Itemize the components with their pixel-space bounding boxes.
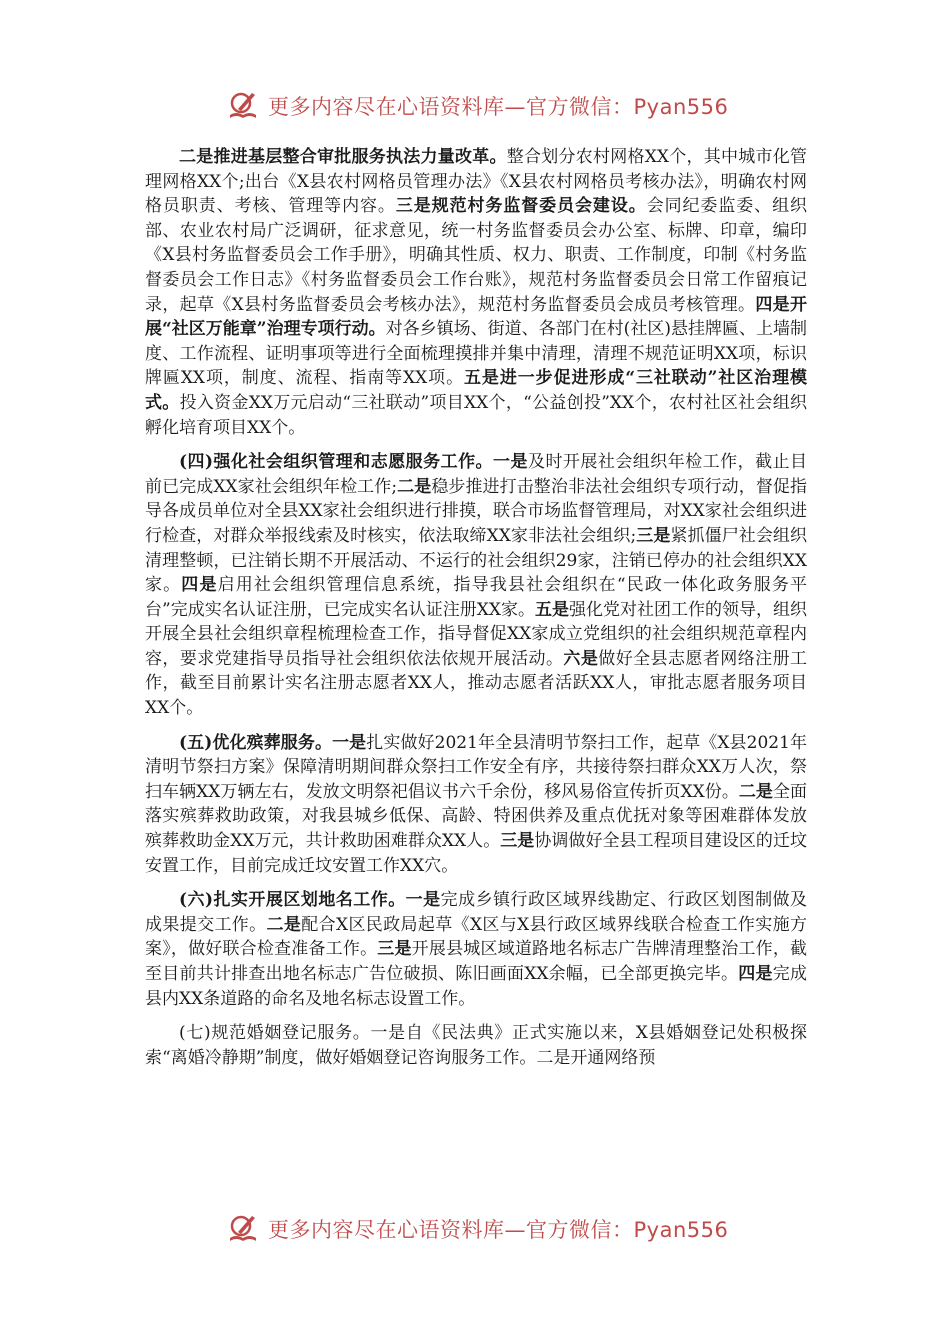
body-text: 会同纪委监委、组织部、农业农村局广泛调研，征求意见，统一村务监督委员会办公室、标牌、印章，编印《X县村务监督委员会工作手册》，明确其性质、权力、职责、工作制度，印制《村务监督委员会工作日志》《村务监督委员会工作台账》，规范村务监督委员会日常工作留痕记录，起草《X县村务监督委员会考核办法》，规范村务监督委员会成员考核管理。 xyxy=(145,196,808,315)
bold-heading-text: 三是 xyxy=(500,831,535,852)
body-text: 整合划分农村网格XX个，其中城市化管理网格XX个;出台《X县农村网格员管理办法》《X县农村网格员考核办法》，明确农村网格员职责、考核、管理等内容。 xyxy=(145,147,808,217)
paragraph xyxy=(145,1021,807,1070)
body-text: 协调做好全县工程项目建设区的迁坟安置工作，目前完成迁坟安置工作XX穴。 xyxy=(145,831,807,876)
book-pen-logo-icon xyxy=(226,1212,260,1246)
bold-heading-text: 三是规范村务监督委员会建设。 xyxy=(395,196,647,217)
bold-heading-text: 四是开展“社区万能章”治理专项行动。 xyxy=(145,294,807,340)
bold-heading-text: 四是 xyxy=(738,964,773,984)
body-text: 启用社会组织管理信息系统，指导我县社会组织在“民政一体化政务服务平台”完成实名认证注册，已完成实名认证注册XX家。 xyxy=(145,575,807,620)
bold-heading-text: 二是 xyxy=(738,781,773,802)
body-text: 完成乡镇行政区域界线勘定、行政区划图制做及成果提交工作。 xyxy=(145,890,808,935)
bold-heading-text: 五是进一步促进形成“三社联动”社区治理模式。 xyxy=(145,368,807,413)
body-text: 紧抓僵尸社会组织清理整顿，已注销长期不开展活动、不运行的社会组织29家，注销已停办的社会组织XX家。 xyxy=(145,525,808,596)
body-text: (七)规范婚姻登记服务。一是自《民法典》正式实施以来，X县婚姻登记处积极探索“离婚冷静期”制度，做好婚姻登记咨询服务工作。二是开通网络预 xyxy=(145,1023,807,1068)
document-body xyxy=(145,145,807,1080)
paragraph xyxy=(145,450,807,721)
body-text: 及时开展社会组织年检工作，截止目前已完成XX家社会组织年检工作; xyxy=(145,452,808,497)
bold-heading-text: 一是 xyxy=(405,890,441,911)
bold-heading-text: (六)扎实开展区划地名工作。 xyxy=(179,890,406,911)
bold-heading-text: 一是 xyxy=(493,452,528,473)
paragraph xyxy=(145,731,807,879)
bold-heading-text: 二是 xyxy=(397,476,432,497)
footer-banner xyxy=(226,1209,728,1249)
body-text: 做好全县志愿者网络注册工作，截至目前累计实名注册志愿者XX人，推动志愿者活跃XX人，审批志愿者服务项目XX个。 xyxy=(145,648,808,719)
paragraph xyxy=(145,888,807,1011)
body-text: 对各乡镇场、街道、各部门在村(社区)悬挂牌匾、上墙制度、工作流程、证明事项等进行全面梳理摸排并集中清理，清理不规范证明XX项，标识牌匾XX项，制度、流程、指南等XX项。 xyxy=(145,319,807,389)
bold-heading-text: (四)强化社会组织管理和志愿服务工作。 xyxy=(179,452,494,473)
bold-heading-text: 六是 xyxy=(563,648,599,669)
bold-heading-text: (五)优化殡葬服务。 xyxy=(179,732,333,753)
header-banner xyxy=(226,86,728,126)
bold-heading-text: 五是 xyxy=(534,599,569,620)
body-text: 稳步推进打击整治非法社会组织专项行动，督促指导各成员单位对全县XX家社会组织进行排摸，联合市场监督管理局，对XX家社会组织进行检查，对群众举报线索及时核实，依法取缔XX家非法社会组织; xyxy=(145,476,808,546)
banner-text: 更多内容尽在心语资料库—官方微信：Pyan556 xyxy=(268,95,729,119)
body-text: 投入资金XX万元启动“三社联动”项目XX个，“公益创投”XX个，农村社区社会组织孵化培育项目XX个。 xyxy=(145,392,807,438)
body-text: 完成县内XX条道路的命名及地名标志设置工作。 xyxy=(145,964,808,1009)
bold-heading-text: 二是推进基层整合审批服务执法力量改革。 xyxy=(179,147,507,167)
body-text: 强化党对社团工作的领导，组织开展全县社会组织章程梳理检查工作，指导督促XX家成立党组织的社会组织规范章程内容，要求党建指导员指导社会组织依法依规开展活动。 xyxy=(145,599,808,669)
bold-heading-text: 三是 xyxy=(377,939,412,960)
paragraph xyxy=(145,145,807,440)
bold-heading-text: 三是 xyxy=(636,525,671,546)
body-text: 开展县城区域道路地名标志广告牌清理整治工作，截至目前共计排查出地名标志广告位破损、陈旧画面XX余幅，已全部更换完毕。 xyxy=(145,939,808,984)
bold-heading-text: 四是 xyxy=(181,575,218,596)
body-text: 扎实做好2021年全县清明节祭扫工作，起草《X县2021年清明节祭扫方案》保障清明期间群众祭扫工作安全有序，共接待祭扫群众XX万人次，祭扫车辆XX万辆左右，发放文明祭祀倡议书六千余份，移风易俗宣传折页XX份。 xyxy=(145,732,808,802)
body-text: 配合X区民政局起草《X区与X县行政区域界线联合检查工作实施方案》，做好联合检查准备工作。 xyxy=(145,914,808,960)
book-pen-logo-icon xyxy=(226,89,260,123)
bold-heading-text: 一是 xyxy=(332,732,367,753)
body-text: 全面落实殡葬救助政策，对我县城乡低保、高龄、特困供养及重点优抚对象等困难群体发放殡葬救助金XX万元，共计救助困难群众XX人。 xyxy=(145,781,807,852)
banner-text: 更多内容尽在心语资料库—官方微信：Pyan556 xyxy=(268,1218,729,1242)
bold-heading-text: 二是 xyxy=(266,914,302,935)
